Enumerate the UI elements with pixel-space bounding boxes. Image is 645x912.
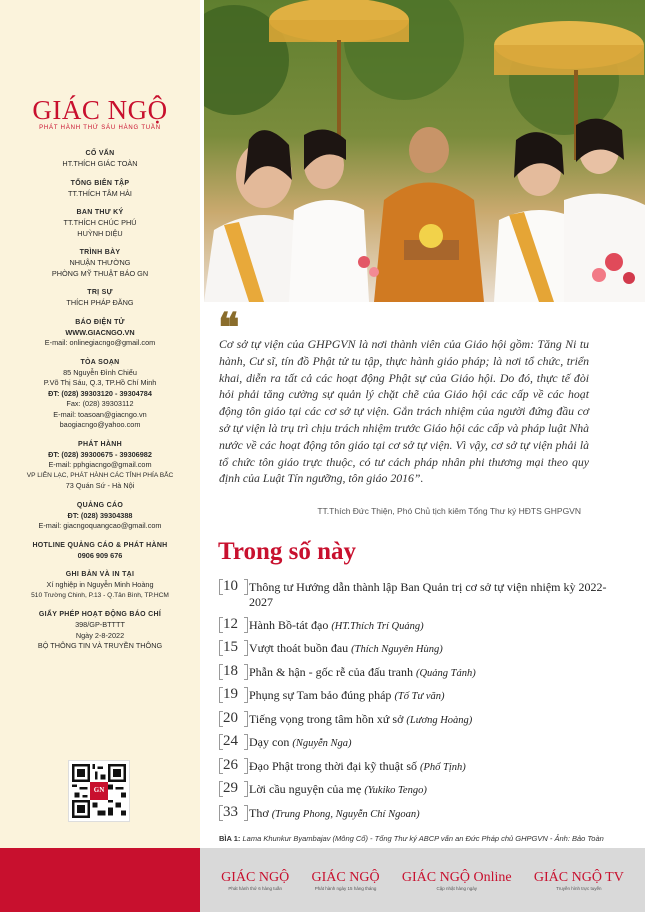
toc-entry	[249, 639, 443, 657]
masthead-line: 73 Quán Sứ - Hà Nội	[65, 481, 135, 490]
toc-title: Đạo Phật trong thời đại kỹ thuật số	[249, 758, 417, 773]
masthead-line: TT.THÍCH TÂM HẢI	[68, 188, 132, 198]
masthead-line: P.Võ Thị Sáu, Q.3, TP.Hồ Chí Minh	[43, 378, 157, 387]
masthead-line: ĐT: (028) 39303120 - 39304784	[48, 388, 152, 398]
masthead-line: PHÒNG MỸ THUẬT BÁO GN	[51, 268, 149, 278]
masthead-section	[0, 441, 200, 492]
masthead-section	[0, 180, 200, 200]
toc-item[interactable]	[219, 616, 609, 634]
toc-author: (Quảng Tánh)	[415, 667, 476, 679]
footer-publication-logo[interactable]	[402, 870, 512, 891]
masthead-heading: BÁO ĐIỆN TỬ	[75, 318, 125, 326]
pull-quote-text: Cơ sở tự viện của GHPGVN là nơi thành viên của Giáo hội gồm: Tăng Ni tu hành, Cư sĩ, tín đồ Phật tử tu tập, thực hành giáo pháp; là nơi tổ chức, triển khai, diễn ra tất cả các hoạt động Phật sự của Giáo hội. Do đó, thực tế đòi hỏi phải tăng cường sự quản lý chặt chẽ của Giáo hội các cấp về các hoạt động tôn giáo tại các cơ sở tự viện. Gắn trách nhiệm của người đứng đầu cơ sở tự viện là trụ trì chịu trách nhiệm trước Giáo hội các cấp và pháp luật Nhà nước về các hoạt động tôn giáo tại cơ sở tự viện. Vì vậy, cơ sở tự viện phải là tổ chức tôn giáo trực thuộc, có tư cách pháp nhân phi thương mại theo quy định của Luật Tín ngưỡng, tôn giáo 2016”.	[219, 337, 589, 486]
toc-item[interactable]	[219, 710, 609, 728]
masthead-line: NHUẬN THƯỜNG	[69, 258, 131, 267]
toc-item[interactable]	[219, 757, 609, 775]
masthead-heading: HOTLINE QUẢNG CÁO & PHÁT HÀNH	[32, 541, 168, 549]
toc-page-number: 24	[219, 733, 249, 750]
table-of-contents	[219, 578, 609, 827]
masthead-line: ĐT: (028) 39304388	[67, 510, 133, 520]
footer-logo-bar	[200, 848, 645, 912]
cover-credit-label: BÌA 1:	[219, 834, 241, 843]
cover-credit	[219, 834, 639, 843]
footer-red-band	[0, 848, 200, 912]
toc-entry	[249, 663, 476, 681]
toc-title: Phụng sự Tam bảo đúng pháp	[249, 688, 392, 702]
toc-author: (Thích Nguyên Hùng)	[351, 644, 443, 655]
masthead-section	[0, 150, 200, 170]
toc-entry	[249, 710, 472, 728]
brand	[0, 96, 200, 131]
toc-title: Hành Bồ-tát đạo	[249, 617, 329, 632]
toc-entry	[249, 616, 424, 634]
toc-author: (Lương Hoàng)	[406, 714, 473, 726]
masthead-section	[0, 209, 200, 239]
qr-center-label: GN	[93, 786, 105, 794]
cover-photo	[204, 0, 645, 302]
footer-logo-sub: Phát hành thứ 6 hàng tuần	[228, 885, 282, 891]
toc-item[interactable]	[219, 804, 609, 822]
newspaper-logo: GIÁC NGỘ	[32, 95, 168, 125]
masthead-line: THÍCH PHÁP ĐĂNG	[66, 298, 134, 307]
masthead-section	[0, 319, 200, 349]
masthead-heading: GIẤY PHÉP HOẠT ĐỘNG BÁO CHÍ	[38, 611, 162, 618]
masthead-section	[0, 571, 200, 601]
masthead-section	[0, 249, 200, 279]
masthead-line: BỘ THÔNG TIN VÀ TRUYỀN THÔNG	[37, 641, 163, 650]
footer-logo-sub: Phát hành ngày 15 hàng tháng	[314, 885, 377, 891]
toc-author: (Phổ Tịnh)	[420, 761, 466, 773]
footer-publication-logo[interactable]	[221, 870, 289, 891]
toc-entry	[249, 757, 466, 775]
footer-publication-logo[interactable]	[534, 870, 624, 891]
toc-page-number: 12	[219, 616, 249, 633]
masthead-heading: TÒA SOẠN	[80, 358, 120, 366]
masthead-credits	[0, 150, 200, 662]
toc-page-number: 26	[219, 757, 249, 774]
masthead-sidebar	[0, 0, 200, 848]
toc-title: Thông tư Hướng dẫn thành lập Ban Quản trị cơ sở tự viện nhiệm kỳ 2022-2027	[249, 580, 607, 609]
masthead-line: HT.THÍCH GIÁC TOÀN	[62, 159, 138, 168]
masthead-line[interactable]: E-mail: toasoan@giacngo.vn	[53, 409, 147, 419]
toc-title: Lời cầu nguyện của mẹ	[249, 782, 362, 796]
toc-page-number: 10	[219, 578, 249, 595]
toc-page-number: 19	[219, 686, 249, 703]
masthead-line: 398/GP-BTTTT	[75, 620, 125, 629]
toc-item[interactable]	[219, 733, 609, 751]
masthead-heading: QUẢNG CÁO	[76, 501, 124, 509]
toc-entry	[249, 578, 609, 610]
masthead-heading: BAN THƯ KÝ	[76, 209, 124, 216]
masthead-line: Xí nghiệp in Nguyễn Minh Hoàng	[46, 580, 154, 589]
toc-page-number: 20	[219, 710, 249, 727]
masthead-section	[0, 542, 200, 562]
toc-title: Tiếng vọng trong tâm hồn xứ sở	[249, 711, 404, 726]
masthead-line[interactable]: E-mail: giacngoquangcao@gmail.com	[38, 521, 162, 530]
toc-item[interactable]	[219, 780, 609, 798]
toc-title: Phẫn & hận - gốc rễ của đấu tranh	[249, 664, 413, 679]
masthead-heading: TRÌNH BÀY	[79, 249, 121, 256]
toc-item[interactable]	[219, 663, 609, 681]
quote-attribution: TT.Thích Đức Thiện, Phó Chủ tịch kiêm Tổng Thư ký HĐTS GHPGVN	[317, 506, 581, 516]
masthead-line: 85 Nguyễn Đình Chiểu	[63, 367, 137, 377]
masthead-line[interactable]: WWW.GIACNGO.VN	[65, 327, 135, 337]
masthead-line: Ngày 2-8-2022	[75, 630, 125, 640]
masthead-line[interactable]: E-mail: pphgiacngo@gmail.com	[48, 460, 152, 469]
quote-mark-icon: ❝	[218, 305, 240, 350]
masthead-line: HUỲNH DIỆU	[77, 228, 123, 238]
footer-logo-sub: Truyền hình trực tuyến	[556, 885, 602, 891]
footer-logo-name: GIÁC NGỘ TV	[533, 869, 624, 885]
toc-author: (Nguyễn Nga)	[292, 738, 352, 749]
masthead-heading: GHI BẢN VÀ IN TẠI	[65, 571, 135, 578]
masthead-line: TT.THÍCH CHÚC PHÚ	[63, 218, 137, 227]
masthead-line[interactable]: E-mail: onlinegiacngo@gmail.com	[44, 338, 156, 347]
footer-logo-name: GIÁC NGỘ	[221, 869, 290, 885]
masthead-section	[0, 502, 200, 532]
masthead-line[interactable]: baogiacngo@yahoo.com	[59, 420, 141, 429]
toc-title: Vượt thoát buồn đau	[249, 641, 349, 655]
footer-logo-name: GIÁC NGỘ	[311, 869, 380, 885]
toc-item[interactable]	[219, 639, 609, 657]
toc-page-number: 29	[219, 780, 249, 797]
toc-author: (Trung Phong, Nguyễn Chí Ngoan)	[271, 808, 420, 820]
toc-page-number: 33	[219, 804, 249, 821]
masthead-section	[0, 611, 200, 652]
footer-publication-logo[interactable]	[312, 870, 380, 891]
cover-credit-text: Lama Khunkur Byambajav (Mông Cổ) - Tổng Thư ký ABCP vấn an Đức Pháp chủ GHPGVN - Ảnh: Bảo Toàn	[242, 834, 604, 843]
masthead-line: ĐT: (028) 39300675 - 39306982	[48, 449, 152, 459]
toc-author: (Tố Tư văn)	[394, 691, 445, 702]
masthead-heading: TỔNG BIÊN TẬP	[70, 179, 130, 187]
toc-entry	[249, 733, 352, 751]
footer-logo-sub: Cập nhật hàng ngày	[436, 885, 477, 891]
masthead-heading: CỐ VẤN	[85, 150, 115, 157]
masthead-heading: PHÁT HÀNH	[78, 440, 122, 448]
masthead-section	[0, 359, 200, 431]
toc-entry	[249, 780, 427, 798]
toc-item[interactable]	[219, 578, 609, 610]
masthead-line: 0906 909 676	[77, 550, 123, 560]
masthead-section	[0, 289, 200, 309]
toc-title: Thơ	[249, 805, 269, 820]
toc-page-number: 15	[219, 639, 249, 656]
toc-entry	[249, 804, 420, 822]
footer-logo-name: GIÁC NGỘ Online	[401, 869, 512, 885]
toc-item[interactable]	[219, 686, 609, 704]
toc-page-number: 18	[219, 663, 249, 680]
contents-title: Trong số này	[218, 538, 357, 565]
toc-author: (HT.Thích Trí Quảng)	[331, 620, 424, 632]
masthead-heading: TRỊ SỰ	[87, 289, 113, 296]
masthead-line: 510 Trường Chinh, P.13 - Q.Tân Bình, TP.HCM	[31, 591, 169, 599]
masthead-line: Fax: (028) 39303112	[66, 399, 134, 408]
masthead-line: VP LIÊN LẠC, PHÁT HÀNH CÁC TỈNH PHÍA BẮC	[26, 471, 174, 479]
toc-title: Dạy con	[249, 735, 290, 749]
toc-entry	[249, 686, 445, 704]
qr-code-icon[interactable]	[68, 760, 130, 822]
newspaper-tagline: PHÁT HÀNH THỨ SÁU HÀNG TUẦN	[39, 125, 161, 131]
toc-author: (Yukiko Tengo)	[364, 785, 427, 796]
